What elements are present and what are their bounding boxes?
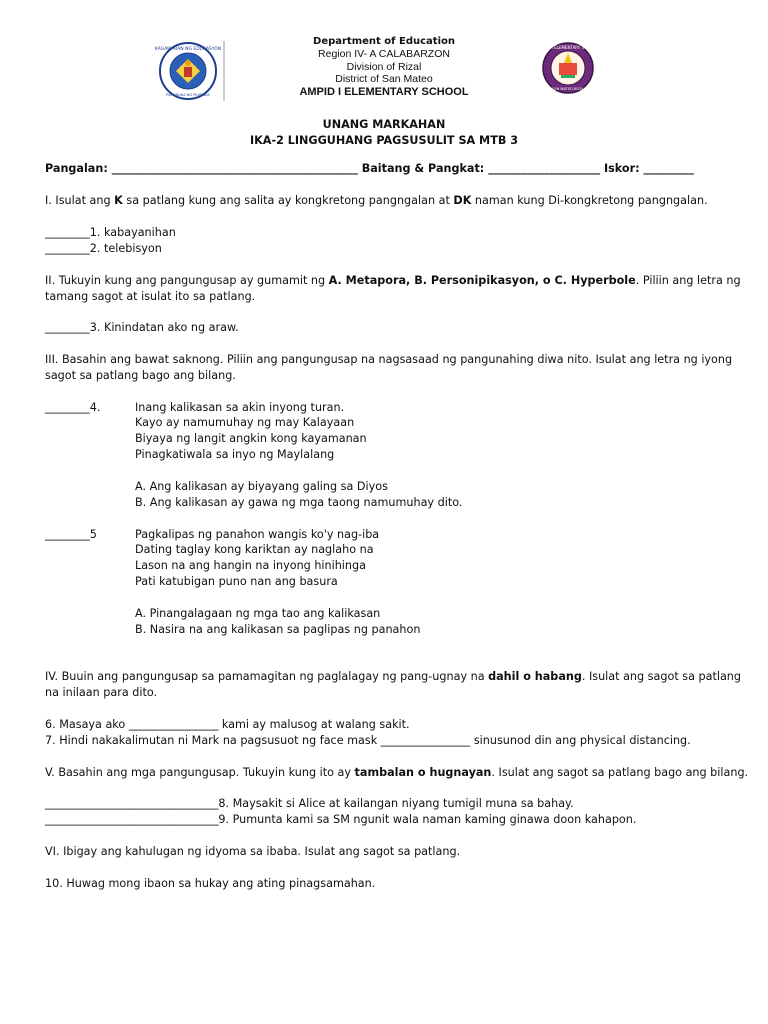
question-7: 7. Hindi nakakalimutan ni Mark na pagsusuot ng face mask ________________ sinusunod din ang physical distancing. — [45, 734, 691, 747]
division-name: Division of Rizal — [346, 60, 422, 73]
part4-instructions: IV. Buuin ang pangungusap sa pamamagitan ng paglalagay ng pang-ugnay na dahil o habang. Isulat ang sagot sa patlang — [45, 670, 741, 683]
department-name: Department of Education — [313, 36, 455, 47]
test-title — [0, 117, 768, 148]
question-8: _______________________________8. Maysakit si Alice at kailangan niyang tumigil muna sa bahay. — [45, 797, 574, 810]
question-10: 10. Huwag mong ibaon sa hukay ang ating pinagsamahan. — [45, 877, 376, 890]
svg-text:KAGAWARAN NG EDUKASYON: KAGAWARAN NG EDUKASYON — [154, 47, 222, 52]
name-blank: ____________________________________________ — [111, 162, 358, 175]
answer-blank: ________ — [45, 528, 90, 541]
poem-line: Kayo ay namumuhay ng may Kalayaan — [135, 416, 355, 429]
part3-instructions: III. Basahin ang bawat saknong. Piliin ang pangungusap na nagsasaad ng pangunahing diwa nito. Isulat ang letra ng iyong — [45, 353, 733, 366]
question-6: 6. Masaya ako ________________ kami ay malusog at walang sakit. — [45, 718, 410, 731]
poem-line: Biyaya ng langit angkin kong kayamanan — [135, 432, 367, 445]
letterhead — [0, 36, 768, 98]
quarter-title: UNANG MARKAHAN — [322, 118, 446, 131]
question-2: ________2. telebisyon — [45, 242, 162, 255]
answer-blank: _______________________________ — [45, 797, 219, 810]
poem-line: Pinagkatiwala sa inyo ng Maylalang — [135, 448, 335, 461]
part1-instructions: I. Isulat ang K sa patlang kung ang salita ay kongkretong pangngalan at DK naman kung Di-kongkretong pangngalan. — [45, 194, 708, 207]
score-blank: _________ — [643, 162, 694, 175]
question-9: _______________________________9. Pumunta kami sa SM ngunit wala naman kaming ginawa doon kahapon. — [45, 813, 637, 826]
svg-text:AMPID I ELEMENTARY SCHOOL: AMPID I ELEMENTARY SCHOOL — [537, 45, 599, 50]
answer-blank: ________________ — [128, 718, 219, 731]
part2-instructions: II. Tukuyin kung ang pangungusap ay gumamit ng A. Metapora, B. Personipikasyon, o C. Hyperbole. Piliin ang letra ng — [45, 274, 741, 287]
answer-blank: ________ — [45, 226, 90, 239]
poem-line: Pagkalipas ng panahon wangis ko'y nag-iba — [135, 528, 380, 541]
choice-b: B. Nasira na ang kalikasan sa paglipas ng panahon — [135, 623, 421, 636]
region-name: Region IV- A CALABARZON — [318, 48, 450, 61]
answer-blank: _______________________________ — [45, 813, 219, 826]
answer-blank: ________ — [45, 242, 90, 255]
school-name: AMPID I ELEMENTARY SCHOOL — [299, 85, 469, 98]
grade-blank: ____________________ — [488, 162, 601, 175]
svg-text:REPUBLIKA NG PILIPINAS: REPUBLIKA NG PILIPINAS — [166, 93, 210, 97]
question-4: ________4. — [45, 401, 101, 414]
part6-instructions: VI. Ibigay ang kahulugan ng idyoma sa ibaba. Isulat ang sagot sa patlang. — [45, 845, 461, 858]
student-info-line — [45, 162, 694, 176]
part3-instructions-line2: sagot sa patlang bago ang bilang. — [45, 369, 236, 382]
choice-a: A. Pinangalagaan ng mga tao ang kalikasan — [135, 607, 381, 620]
poem-line: Dating taglay kong kariktan ay naglaho na — [135, 543, 374, 556]
question-5: ________5 — [45, 528, 97, 541]
grade-label: Baitang & Pangkat: — [357, 162, 489, 175]
svg-text:SAN MATEO,RIZAL: SAN MATEO,RIZAL — [552, 87, 584, 91]
question-1: ________1. kabayanihan — [45, 226, 176, 239]
part5-instructions: V. Basahin ang mga pangungusap. Tukuyin kung ito ay tambalan o hugnayan. Isulat ang sagot sa patlang bago ang bilang. — [45, 766, 749, 779]
choice-a: A. Ang kalikasan ay biyayang galing sa Diyos — [135, 480, 388, 493]
answer-blank: ________________ — [380, 734, 471, 747]
question-3: ________3. Kinindatan ako ng araw. — [45, 321, 239, 334]
answer-blank: ________ — [45, 321, 90, 334]
score-label: Iskor: — [600, 162, 644, 175]
name-label: Pangalan: — [45, 162, 112, 175]
poem-line: Lason na ang hangin na inyong hinihinga — [135, 559, 366, 572]
poem-line: Inang kalikasan sa akin inyong turan. — [135, 401, 345, 414]
part2-instructions-line2: tamang sagot at isulat ito sa patlang. — [45, 290, 256, 303]
test-name: IKA-2 LINGGUHANG PAGSUSULIT SA MTB 3 — [249, 133, 519, 147]
poem-line: Pati katubigan puno nan ang basura — [135, 575, 338, 588]
district-name: District of San Mateo — [335, 73, 433, 86]
part4-instructions-line2: na inilaan para dito. — [45, 686, 158, 699]
answer-blank: ________ — [45, 401, 90, 414]
choice-b: B. Ang kalikasan ay gawa ng mga taong namumuhay dito. — [135, 496, 463, 509]
